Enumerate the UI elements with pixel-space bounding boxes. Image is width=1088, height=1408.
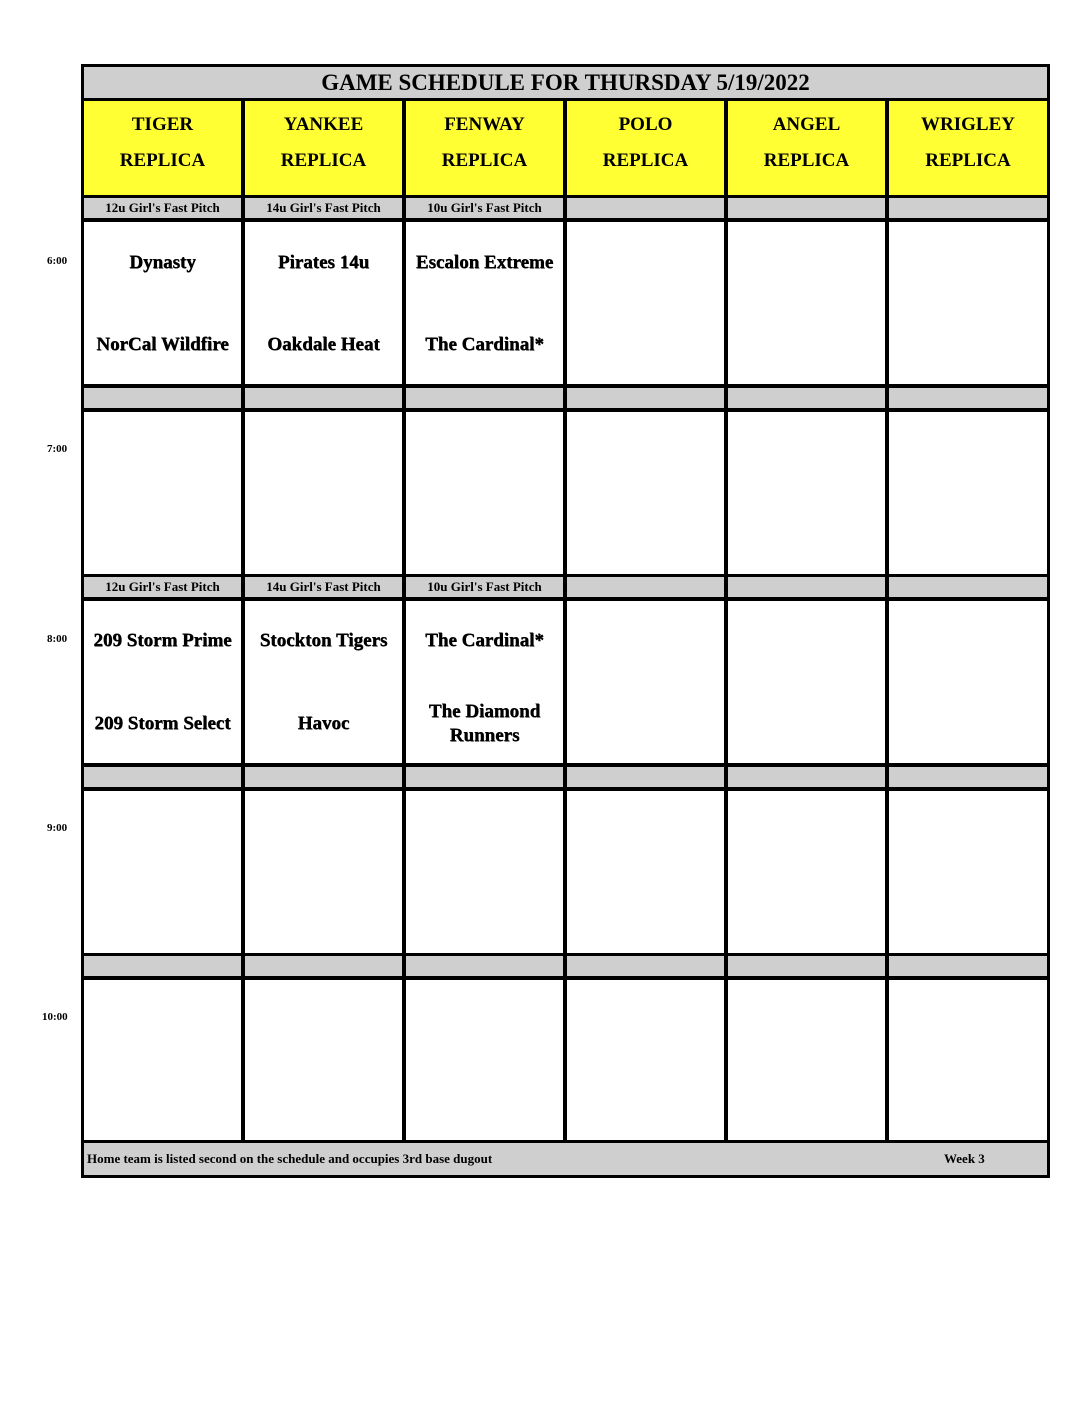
game-cell — [84, 601, 241, 763]
home-team-note: Home team is listed second on the schedule and occupies 3rd base dugout — [87, 1151, 493, 1166]
field-subtitle: REPLICA — [763, 150, 850, 171]
game-cell — [406, 601, 563, 763]
division-label — [567, 577, 724, 597]
week-label: Week 3 — [944, 1151, 985, 1166]
field-header-angel — [728, 101, 885, 195]
time-label: 7:00 — [47, 443, 68, 455]
field-header-yankee — [245, 101, 402, 195]
division-label: 10u Girl's Fast Pitch — [406, 577, 563, 597]
game-cell — [567, 222, 724, 384]
division-label — [728, 956, 885, 976]
division-label — [84, 767, 241, 787]
schedule-table — [81, 64, 1050, 1178]
division-label — [406, 956, 563, 976]
game-cell — [406, 222, 563, 384]
game-cell — [406, 791, 563, 953]
division-label — [889, 198, 1047, 218]
game-cell — [728, 601, 885, 763]
field-subtitle: REPLICA — [119, 150, 206, 171]
home-team: The Cardinal* — [425, 334, 544, 355]
field-header-tiger — [84, 101, 241, 195]
time-label: 8:00 — [47, 633, 68, 645]
game-cell — [567, 791, 724, 953]
game-cell — [567, 412, 724, 574]
game-cell — [889, 222, 1047, 384]
game-cell — [567, 601, 724, 763]
away-team: Pirates 14u — [277, 252, 370, 273]
game-cell — [728, 791, 885, 953]
division-label — [889, 577, 1047, 597]
game-cell — [889, 980, 1047, 1140]
game-cell — [245, 601, 402, 763]
field-subtitle: REPLICA — [280, 150, 367, 171]
division-label — [889, 388, 1047, 408]
field-name: POLO — [618, 114, 673, 135]
division-label — [245, 767, 402, 787]
field-name: TIGER — [131, 114, 194, 135]
home-team: Havoc — [297, 713, 350, 734]
game-cell — [889, 791, 1047, 953]
away-team: Dynasty — [129, 252, 196, 273]
field-name: ANGEL — [772, 114, 841, 135]
field-name: FENWAY — [444, 114, 525, 135]
game-cell — [728, 412, 885, 574]
time-label: 10:00 — [42, 1011, 68, 1023]
game-cell — [84, 791, 241, 953]
division-label — [84, 956, 241, 976]
division-label: 14u Girl's Fast Pitch — [245, 198, 402, 218]
time-label: 6:00 — [47, 255, 68, 267]
field-name: WRIGLEY — [921, 114, 1015, 135]
home-team: NorCal Wildfire — [96, 334, 229, 355]
game-cell — [728, 980, 885, 1140]
division-label — [245, 956, 402, 976]
away-team: The Cardinal* — [425, 630, 544, 651]
division-label: 14u Girl's Fast Pitch — [245, 577, 402, 597]
away-team: Stockton Tigers — [259, 630, 388, 651]
home-team: The Diamond Runners — [428, 701, 541, 746]
game-cell — [406, 412, 563, 574]
division-label — [406, 388, 563, 408]
game-cell — [728, 222, 885, 384]
game-cell — [245, 980, 402, 1140]
field-name: YANKEE — [283, 114, 364, 135]
division-label — [84, 388, 241, 408]
field-header-wrigley — [889, 101, 1047, 195]
division-label: 12u Girl's Fast Pitch — [84, 577, 241, 597]
division-label — [728, 388, 885, 408]
division-label — [889, 767, 1047, 787]
field-subtitle: REPLICA — [925, 150, 1011, 171]
field-header-polo — [567, 101, 724, 195]
division-label — [889, 956, 1047, 976]
away-team: Escalon Extreme — [415, 252, 554, 273]
division-label — [728, 577, 885, 597]
division-label — [567, 388, 724, 408]
game-cell — [889, 601, 1047, 763]
game-cell — [889, 412, 1047, 574]
division-label: 12u Girl's Fast Pitch — [84, 198, 241, 218]
division-label — [567, 198, 724, 218]
game-cell — [567, 980, 724, 1140]
division-label — [567, 956, 724, 976]
time-label: 9:00 — [47, 822, 68, 834]
game-cell — [84, 222, 241, 384]
game-cell — [84, 980, 241, 1140]
home-team: Oakdale Heat — [267, 334, 380, 355]
away-team: 209 Storm Prime — [93, 630, 232, 651]
division-label — [728, 767, 885, 787]
game-cell — [406, 980, 563, 1140]
schedule-footer — [84, 1143, 1047, 1175]
game-cell — [245, 791, 402, 953]
schedule-title: GAME SCHEDULE FOR THURSDAY 5/19/2022 — [84, 67, 1047, 98]
division-label — [406, 767, 563, 787]
division-label — [245, 388, 402, 408]
division-label — [728, 198, 885, 218]
field-subtitle: REPLICA — [602, 150, 689, 171]
game-cell — [245, 412, 402, 574]
division-label: 10u Girl's Fast Pitch — [406, 198, 563, 218]
game-cell — [245, 222, 402, 384]
field-subtitle: REPLICA — [441, 150, 528, 171]
field-header-fenway — [406, 101, 563, 195]
division-label — [567, 767, 724, 787]
home-team: 209 Storm Select — [94, 713, 231, 734]
game-cell — [84, 412, 241, 574]
